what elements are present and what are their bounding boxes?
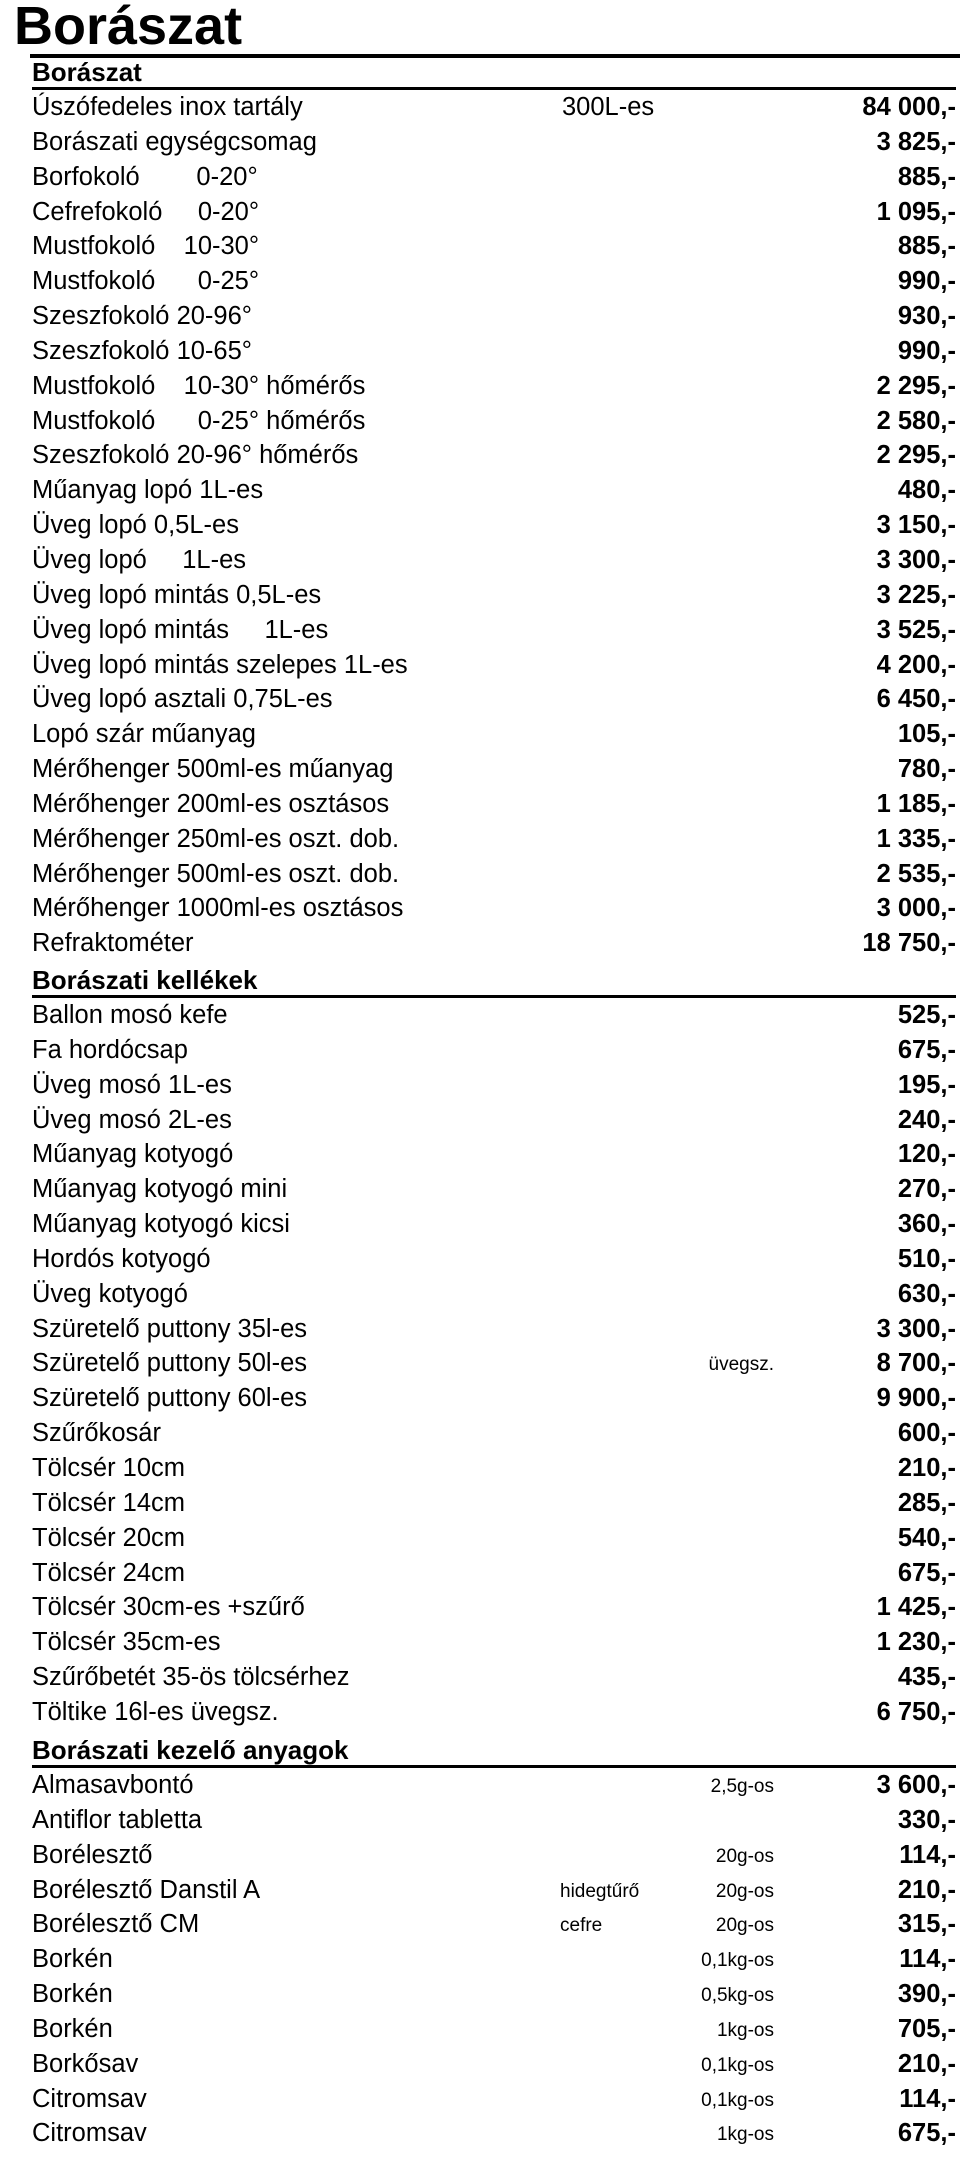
product-name: Mustfokoló 0-25° hőmérős [32, 406, 366, 435]
price-row [32, 1068, 956, 1103]
product-price: 3 000,- [876, 894, 956, 923]
product-price: 990,- [897, 336, 956, 365]
product-price: 210,- [897, 2049, 956, 2078]
price-row [32, 473, 956, 508]
product-price: 1 095,- [876, 197, 956, 226]
product-name: Borászati egységcsomag [32, 127, 317, 156]
product-name: Üveg kotyogó [32, 1279, 188, 1308]
product-price: 3 525,- [876, 615, 956, 644]
product-name: Szüretelő puttony 60l-es [32, 1384, 307, 1413]
product-price: 210,- [897, 1875, 956, 1904]
product-name: Citromsav [32, 2084, 147, 2113]
product-price: 390,- [897, 1980, 956, 2009]
product-name: Üveg lopó 0,5L-es [32, 511, 239, 540]
product-name: Tölcsér 24cm [32, 1558, 186, 1587]
product-price: 510,- [897, 1244, 956, 1273]
product-price: 930,- [897, 302, 956, 331]
price-row [32, 438, 956, 473]
section-header: Borászat [32, 55, 956, 90]
product-name: Mérőhenger 500ml-es oszt. dob. [32, 859, 400, 888]
price-row [32, 1137, 956, 1172]
product-price: 3 150,- [876, 511, 956, 540]
product-name: Üveg lopó asztali 0,75L-es [32, 685, 333, 714]
product-price: 2 580,- [876, 406, 956, 435]
product-name: Szüretelő puttony 50l-es [32, 1349, 307, 1378]
product-price: 210,- [897, 1453, 956, 1482]
product-name: Üveg lopó 1L-es [32, 545, 247, 574]
product-price: 105,- [897, 720, 956, 749]
price-row [32, 1451, 956, 1486]
product-name: Műanyag kotyogó mini [32, 1175, 288, 1204]
price-row [32, 1381, 956, 1416]
product-quantity: 20g-os [715, 1845, 774, 1867]
product-name: Szeszfokoló 10-65° [32, 336, 252, 365]
product-price: 84 000,- [862, 93, 956, 121]
product-name: Műanyag kotyogó [32, 1140, 234, 1169]
price-row [32, 2047, 956, 2082]
product-price: 540,- [897, 1523, 956, 1552]
price-row [32, 1907, 956, 1942]
product-price: 3 300,- [876, 545, 956, 574]
product-price: 2 295,- [876, 371, 956, 400]
product-price: 360,- [897, 1210, 956, 1239]
product-price: 114,- [899, 1840, 956, 1869]
price-row [32, 299, 956, 334]
product-name: Úszófedeles inox tartály [32, 93, 303, 121]
price-row [32, 1873, 956, 1908]
price-row [32, 613, 956, 648]
product-name: Tölcsér 14cm [32, 1488, 186, 1517]
product-name: Üveg mosó 2L-es [32, 1105, 232, 1134]
product-name: Mérőhenger 1000ml-es osztásos [32, 894, 404, 923]
price-row [32, 1625, 956, 1660]
product-price: 480,- [897, 476, 956, 505]
product-price: 525,- [897, 1001, 956, 1029]
price-row [32, 1346, 956, 1381]
product-quantity: üvegsz. [708, 1354, 774, 1376]
product-note: cefre [560, 1915, 603, 1937]
product-quantity: 0,1kg-os [701, 2089, 774, 2111]
price-row [32, 1590, 956, 1625]
product-name: Borkén [32, 2014, 113, 2043]
product-price: 114,- [899, 1945, 956, 1974]
price-row [32, 1803, 956, 1838]
product-name: Refraktométer [32, 929, 194, 958]
product-name: Borfokoló 0-20° [32, 162, 258, 191]
price-row [32, 787, 956, 822]
price-row [32, 1660, 956, 1695]
product-name: Borkén [32, 1980, 113, 2009]
product-quantity: 0,5kg-os [701, 1985, 774, 2007]
product-price: 1 425,- [876, 1593, 956, 1622]
product-price: 435,- [897, 1663, 956, 1692]
price-row [32, 1768, 956, 1803]
product-name: Műanyag kotyogó kicsi [32, 1210, 290, 1239]
section-header: Borászati kellékek [32, 963, 956, 998]
product-name: Almasavbontó [32, 1771, 194, 1799]
section-boraszat [32, 55, 956, 961]
product-name: Mérőhenger 500ml-es műanyag [32, 755, 394, 784]
price-row [32, 857, 956, 892]
product-price: 2 535,- [876, 859, 956, 888]
price-row [32, 648, 956, 683]
product-name: Mérőhenger 250ml-es oszt. dob. [32, 824, 400, 853]
product-name: Szeszfokoló 20-96° [32, 302, 252, 331]
price-row [32, 1242, 956, 1277]
price-row [32, 1486, 956, 1521]
product-price: 4 200,- [876, 650, 956, 679]
price-row [32, 1103, 956, 1138]
product-name: Töltike 16l-es üvegsz. [32, 1697, 279, 1726]
product-note: hidegtűrő [560, 1880, 640, 1902]
price-row [32, 1312, 956, 1347]
product-name: Mustfokoló 10-30° hőmérős [32, 371, 366, 400]
price-row [32, 1942, 956, 1977]
section-boraszati-kezelo-anyagok [32, 1733, 956, 2151]
section-header: Borászati kezelő anyagok [32, 1733, 956, 1768]
product-price: 1 185,- [876, 789, 956, 818]
product-name: Üveg mosó 1L-es [32, 1070, 232, 1099]
price-row [32, 264, 956, 299]
price-row [32, 369, 956, 404]
product-name: Szűrőbetét 35-ös tölcsérhez [32, 1663, 350, 1692]
product-name: Citromsav [32, 2119, 147, 2148]
product-price: 6 450,- [876, 685, 956, 714]
product-price: 3 300,- [876, 1314, 956, 1343]
product-name: Fa hordócsap [32, 1035, 188, 1064]
product-name: Borélesztő CM [32, 1910, 200, 1939]
product-price: 885,- [897, 162, 956, 191]
product-price: 885,- [897, 232, 956, 261]
product-price: 195,- [897, 1070, 956, 1099]
product-price: 990,- [897, 267, 956, 296]
product-quantity: 1kg-os [716, 2019, 774, 2041]
price-row [32, 1207, 956, 1242]
product-price: 675,- [897, 1035, 956, 1064]
product-price: 1 335,- [876, 824, 956, 853]
price-row [32, 543, 956, 578]
product-price: 2 295,- [876, 441, 956, 470]
price-row [32, 2116, 956, 2151]
product-price: 3 825,- [876, 127, 956, 156]
product-price: 780,- [897, 755, 956, 784]
price-row [32, 90, 956, 125]
product-quantity: 0,1kg-os [701, 1950, 774, 1972]
price-row [32, 926, 956, 961]
price-row [32, 578, 956, 613]
price-row [32, 998, 956, 1033]
price-row [32, 1521, 956, 1556]
product-price: 240,- [897, 1105, 956, 1134]
product-name: Szűrőkosár [32, 1419, 161, 1448]
product-name: Mustfokoló 10-30° [32, 232, 260, 261]
price-row [32, 752, 956, 787]
product-name: Tölcsér 30cm-es +szűrő [32, 1593, 305, 1622]
product-price: 630,- [897, 1279, 956, 1308]
product-name: Szeszfokoló 20-96° hőmérős [32, 441, 359, 470]
price-row [32, 508, 956, 543]
product-quantity: 20g-os [715, 1915, 774, 1937]
product-name: Hordós kotyogó [32, 1244, 211, 1273]
product-name: Lopó szár műanyag [32, 720, 256, 749]
product-name: Szüretelő puttony 35l-es [32, 1314, 307, 1343]
price-row [32, 1556, 956, 1591]
product-name: Cefrefokoló 0-20° [32, 197, 260, 226]
price-row [32, 404, 956, 439]
product-name: Mérőhenger 200ml-es osztásos [32, 789, 390, 818]
product-price: 675,- [897, 2119, 956, 2148]
price-row [32, 1172, 956, 1207]
price-row [32, 891, 956, 926]
product-name: Üveg lopó mintás 1L-es [32, 615, 329, 644]
price-row [32, 1977, 956, 2012]
product-name: Borélesztő Danstil A [32, 1875, 261, 1904]
product-name: Tölcsér 35cm-es [32, 1628, 221, 1657]
product-price: 1 230,- [876, 1628, 956, 1657]
price-row [32, 1838, 956, 1873]
product-price: 675,- [897, 1558, 956, 1587]
price-row [32, 160, 956, 195]
product-price: 270,- [897, 1175, 956, 1204]
product-note: 300L-es [562, 93, 655, 121]
product-price: 9 900,- [876, 1384, 956, 1413]
product-name: Borkén [32, 1945, 113, 1974]
product-price: 330,- [897, 1805, 956, 1834]
product-name: Tölcsér 10cm [32, 1453, 186, 1482]
product-price: 705,- [897, 2014, 956, 2043]
price-row [32, 1033, 956, 1068]
price-row [32, 195, 956, 230]
product-name: Műanyag lopó 1L-es [32, 476, 264, 505]
page-title: Borászat [14, 0, 243, 56]
product-name: Üveg lopó mintás 0,5L-es [32, 580, 322, 609]
price-row [32, 334, 956, 369]
product-price: 600,- [897, 1419, 956, 1448]
product-price: 6 750,- [876, 1697, 956, 1726]
product-quantity: 0,1kg-os [701, 2054, 774, 2076]
product-name: Mustfokoló 0-25° [32, 267, 260, 296]
price-row [32, 1416, 956, 1451]
product-quantity: 1kg-os [716, 2124, 774, 2146]
product-price: 3 225,- [876, 580, 956, 609]
section-boraszati-kellekek [32, 963, 956, 1730]
price-row [32, 1277, 956, 1312]
product-price: 114,- [899, 2084, 956, 2113]
price-row [32, 1695, 956, 1730]
product-price: 3 600,- [876, 1771, 956, 1799]
product-price: 120,- [897, 1140, 956, 1169]
product-name: Borélesztő [32, 1840, 153, 1869]
product-name: Tölcsér 20cm [32, 1523, 186, 1552]
product-quantity: 2,5g-os [710, 1776, 774, 1797]
product-price: 285,- [897, 1488, 956, 1517]
product-name: Ballon mosó kefe [32, 1001, 228, 1029]
product-name: Üveg lopó mintás szelepes 1L-es [32, 650, 408, 679]
product-name: Borkősav [32, 2049, 139, 2078]
price-row [32, 717, 956, 752]
product-name: Antiflor tabletta [32, 1805, 203, 1834]
product-quantity: 20g-os [715, 1880, 774, 1902]
price-row [32, 682, 956, 717]
price-row [32, 2082, 956, 2117]
product-price: 315,- [897, 1910, 956, 1939]
price-row [32, 125, 956, 160]
product-price: 8 700,- [876, 1349, 956, 1378]
price-row [32, 229, 956, 264]
price-row [32, 2012, 956, 2047]
price-row [32, 822, 956, 857]
product-price: 18 750,- [862, 929, 956, 958]
